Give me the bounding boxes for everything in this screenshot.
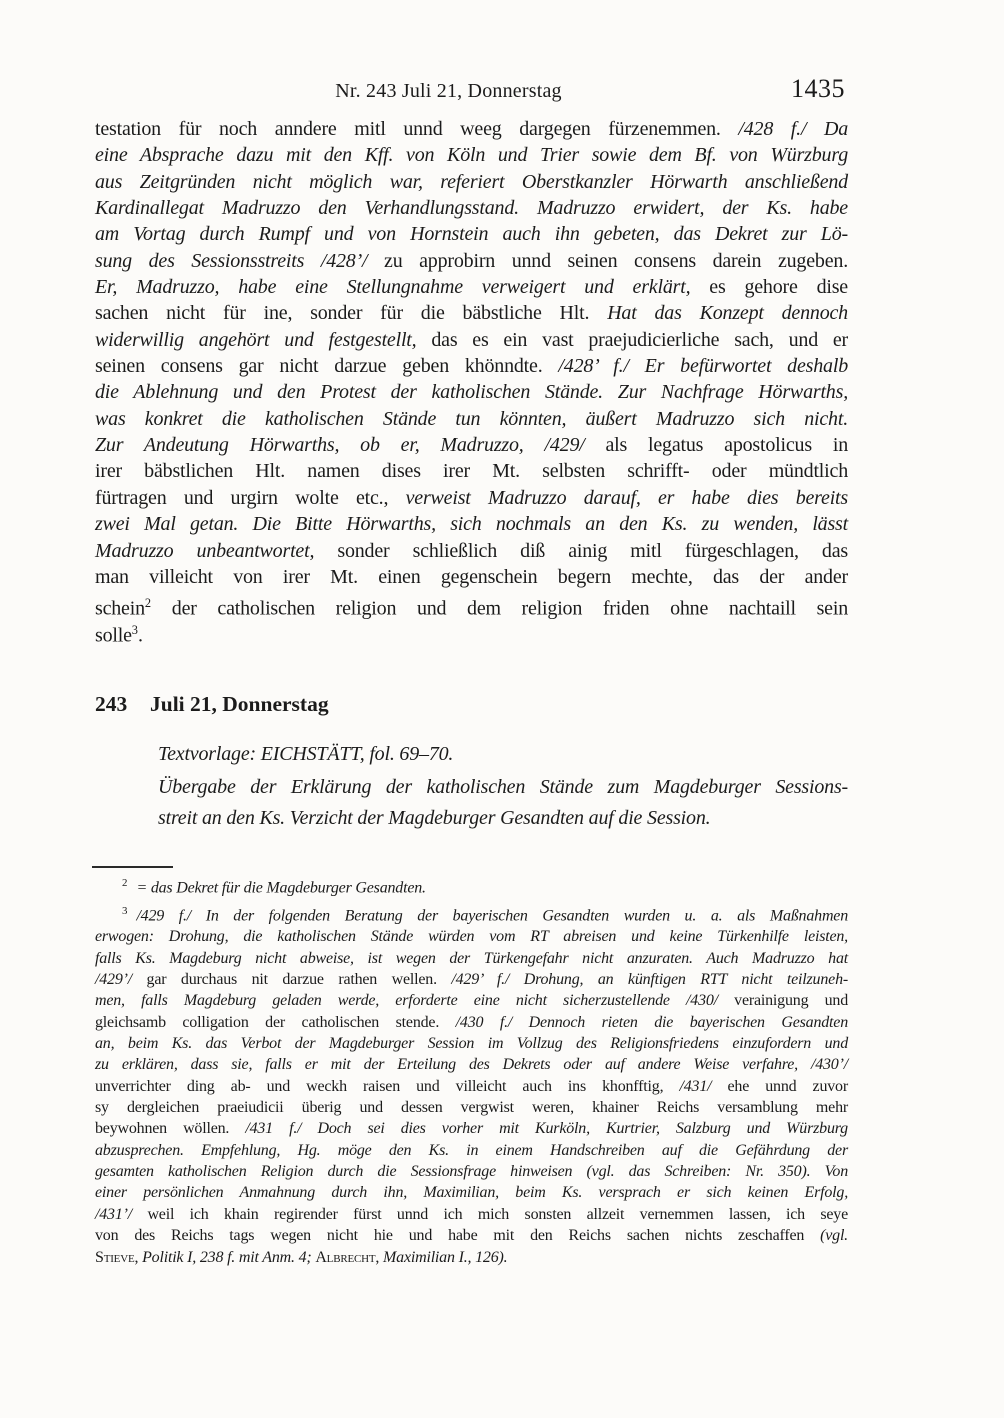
text-line: schein$^2$ der catholischen religion und dem religion friden ohne nachtaill sein (95, 596, 848, 620)
text-line: aus Zeitgründen nicht möglich war, referiert Oberstkanzler Hörwarth anschließend (95, 170, 848, 193)
running-title: Nr. 243 Juli 21, Donnerstag (335, 80, 562, 102)
entry-title: Juli 21, Donnerstag (150, 692, 329, 716)
text-line: solle$^3$. (95, 622, 143, 647)
text-line: fürtragen und urgirn wolte etc., verweist Madruzzo darauf, er habe dies bereits (95, 486, 849, 509)
text-line: falls Ks. Magdeburg nicht abweise, ist wegen der Türkengefahr nicht anzuraten. Auch Madruzzo hat (95, 949, 848, 967)
text-line: von des Reichs tags wegen nicht hie und habe mit den Reichs sachen nichts zeschaffen (vgl. (95, 1227, 848, 1245)
text-line: streit an den Ks. Verzicht der Magdeburger Gesandten auf die Session. (158, 806, 711, 829)
text-line: zwei Mal getan. Die Bitte Hörwarths, sich nochmals an den Ks. zu wenden, lässt (95, 513, 848, 536)
text-line: Übergabe der Erklärung der katholischen Stände zum Magdeburger Sessions- (158, 776, 848, 798)
text-line: Kardinallegat Madruzzo den Verhandlungsstand. Madruzzo erwidert, der Ks. habe (95, 197, 848, 220)
running-header (95, 74, 848, 106)
text-line: was konkret die katholischen Stände tun könnten, äußert Madruzzo sich nicht. (95, 407, 848, 430)
page-number: 1435 (791, 74, 845, 103)
text-line: die Ablehnung und den Protest der katholischen Stände. Zur Nachfrage Hörwarths, (95, 381, 848, 404)
text-line: seinen consens gar nicht darzue geben khönndte. /428’ f./ Er befürwortet deshalb (95, 355, 848, 378)
footnote-3 (95, 901, 848, 1268)
text-line: /429’/ gar durchaus nit darzue rathen wellen. /429’ f./ Drohung, an künftigen RTT nicht teilzuneh- (95, 971, 848, 989)
text-line: sachen nicht für ine, sonder für die bäbstliche Hlt. Hat das Konzept dennoch (95, 302, 848, 325)
text-line: an, beim Ks. das Verbot der Magdeburger Session im Vollzug des Religionsfriedens einzufordern und (95, 1035, 848, 1053)
text-line: sy dergleichen praeiudicii überig und dessen vergwist weren, khainer Reichs versamblung mehr (95, 1099, 848, 1117)
text-line: eine Absprache dazu mit den Kff. von Köln und Trier sowie dem Bf. von Würzburg (95, 144, 848, 167)
entry-heading (95, 692, 848, 717)
text-line: abzusprechen. Empfehlung, Hg. möge den Ks. in einem Handschreiben auf die Gefährdung der (95, 1141, 848, 1159)
text-line: widerwillig angehört und festgestellt, das es ein vast praejudicierliche sach, und er (95, 328, 849, 351)
entry-number: 243 (95, 692, 128, 716)
entry-summary (95, 772, 848, 833)
text-line: zu erklären, dass sie, falls er mit der Erteilung des Dekrets oder auf andere Weise verfahre, /430’/ (95, 1056, 848, 1074)
footnote-2 (95, 873, 848, 899)
text-line: /431’/ weil ich khain regirender fürst unnd ich mich sonsten allzeit vernemmen lassen, ich seye (95, 1205, 848, 1223)
text-line: sung des Sessionsstreits /428’/ zu approbirn unnd seinen consens darein zugeben. (95, 249, 848, 272)
main-paragraph (95, 116, 849, 647)
text-line: beywohnen wöllen. /431 f./ Doch sei dies vorher mit Kurköln, Kurtrier, Salzburg und Würzburg (95, 1120, 848, 1138)
text-line: $^2$ = das Dekret für die Magdeburger Gesandten. (122, 877, 426, 897)
text-line: unverrichter ding ab- und weckh raisen und villeicht auch ins khonfftig, /431/ ehe unnd zuvor (95, 1077, 848, 1095)
text-line: am Vortag durch Rumpf und von Hornstein auch ihn gebeten, das Dekret zur Lö- (95, 223, 848, 246)
text-line: einer persönlichen Anmahnung durch ihn, Maximilian, beim Ks. versprach er sich keinen Erfolg, (95, 1184, 848, 1202)
text-line: Stieve, Politik I, 238 f. mit Anm. 4; Albrecht, Maximilian I., 126). (95, 1248, 508, 1266)
footnote-separator-rule (92, 866, 173, 868)
text-line: gleichsamb colligation der catholischen stende. /430 f./ Dennoch rieten die bayerischen Gesandten (95, 1013, 848, 1031)
text-line: men, falls Magdeburg geladen werde, erforderte eine nicht sicherzustellende /430/ verainigung und (95, 992, 848, 1010)
text-line: Madruzzo unbeantwortet, sonder schließlich diß ainig mitl fürgeschlagen, das (95, 539, 848, 562)
text-line: Textvorlage: EICHSTÄTT, fol. 69–70. (158, 743, 454, 765)
text-line: Er, Madruzzo, habe eine Stellungnahme verweigert und erklärt, es gehore dise (95, 276, 848, 299)
text-line: erwogen: Drohung, die katholischen Stände würden vom RT abreisen und keine Türkenhilfe leisten, (95, 928, 848, 946)
text-line: Zur Andeutung Hörwarths, ob er, Madruzzo, /429/ als legatus apostolicus in (95, 434, 848, 457)
text-line: $^3$ /429 f./ In der folgenden Beratung der bayerischen Gesandten wurden u. a. als Maßnahmen (122, 904, 848, 924)
footnotes (95, 873, 848, 1268)
text-line: gesamten katholischen Religion durch die Sessionsfrage hinweisen (vgl. das Schreiben: Nr. 350). Von (95, 1163, 848, 1181)
text-line: testation für noch anndere mitl unnd weeg dargegen fürzenemmen. /428 f./ Da (95, 118, 848, 140)
text-line: man villeicht von irer Mt. einen gegenschein begern mechte, das der ander (95, 565, 848, 588)
source-line (95, 741, 848, 767)
text-line: irer bäbstlichen Hlt. namen dises irer Mt. selbsten schrifft- oder mündtlich (95, 460, 848, 483)
